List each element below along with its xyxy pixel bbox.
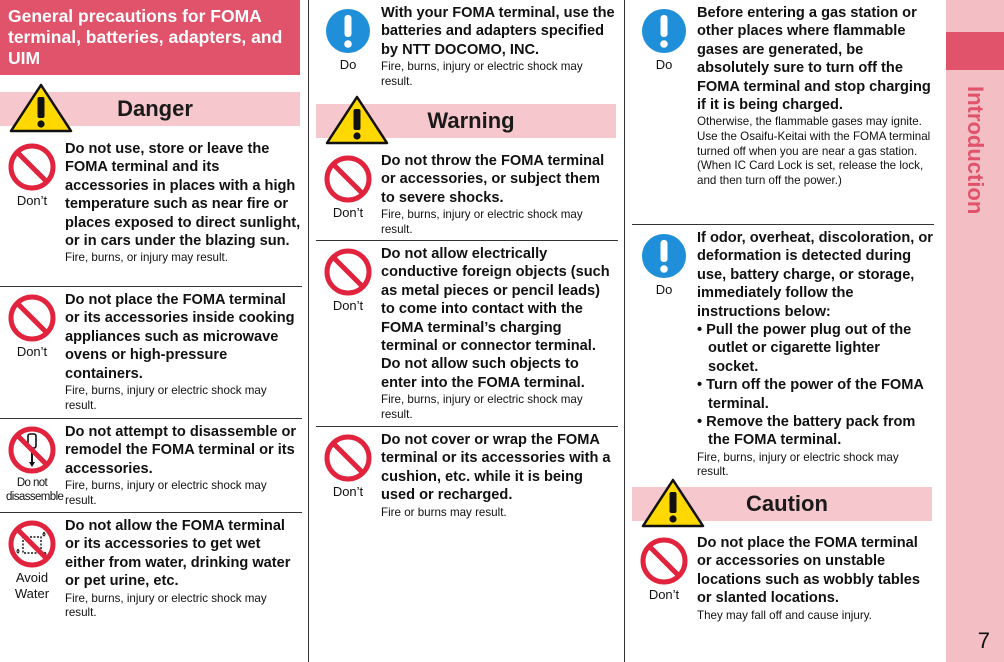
- prohibited-icon: [323, 154, 373, 204]
- danger-item-5: [316, 0, 618, 96]
- warning-item-3-body: Fire or burns may result.: [381, 505, 507, 519]
- do-symbol: [322, 6, 374, 72]
- danger-item-3-heading: Do not attempt to disassemble or remodel the FOMA terminal or its accessories.: [65, 424, 297, 477]
- caution-banner: [632, 487, 932, 521]
- danger-item-6-body: Otherwise, the flammable gases may ignite. Use the Osaifu-Keitai with the FOMA terminal turned off when you are near a gas station. (When IC Card Lock is set, release the lock, and then turn off the power.): [697, 115, 931, 187]
- section-side-tab: [946, 0, 1004, 662]
- dont-caption: Don’t: [16, 193, 48, 208]
- do-caption: Do: [655, 57, 673, 72]
- prohibited-icon: [7, 142, 57, 192]
- dont-symbol: [6, 293, 58, 359]
- bullet-item: • Turn off the power of the FOMA terminal.: [697, 377, 924, 412]
- warning-label: Warning: [427, 108, 515, 133]
- mandatory-action-icon: [639, 6, 689, 56]
- warning-item-2-body: Fire, burns, injury or electric shock may result.: [381, 393, 583, 421]
- section-name: Introduction: [963, 86, 988, 215]
- column-divider: [308, 0, 309, 662]
- danger-item-4-body: Fire, burns, injury or electric shock may result.: [65, 591, 267, 620]
- danger-item-2: [0, 286, 302, 418]
- page-number: 7: [977, 628, 990, 653]
- disassemble-symbol: [6, 425, 64, 503]
- do-symbol: [638, 231, 690, 297]
- dont-caption: Don’t: [648, 587, 680, 602]
- warning-item-3: [316, 426, 618, 536]
- column-1: [0, 0, 302, 662]
- avoid-water-symbol: [6, 519, 58, 601]
- warning-item-1-body: Fire, burns, injury or electric shock may result.: [381, 208, 583, 236]
- dont-symbol: [638, 536, 690, 602]
- water-drop-prohibited-icon: [7, 519, 57, 569]
- warning-item-1-heading: Do not throw the FOMA terminal or accessories, or subject them to severe shocks.: [381, 153, 605, 206]
- prohibited-icon: [7, 293, 57, 343]
- dont-symbol: [322, 433, 374, 499]
- bullet-item: • Remove the battery pack from the FOMA terminal.: [697, 414, 916, 449]
- dont-symbol: [322, 247, 374, 313]
- do-symbol: [638, 6, 690, 72]
- danger-item-2-body: Fire, burns, injury or electric shock may result.: [65, 384, 267, 412]
- prohibited-icon: [323, 247, 373, 297]
- danger-item-6: [632, 0, 934, 224]
- danger-item-2-heading: Do not place the FOMA terminal or its accessories inside cooking appliances such as microwave ovens or high-pressure containers.: [65, 292, 295, 382]
- warning-item-1: [316, 148, 618, 240]
- avoid-water-caption-line1: Avoid: [15, 570, 49, 585]
- danger-item-1: [0, 136, 302, 286]
- prohibited-icon: [323, 433, 373, 483]
- dont-caption: Don’t: [332, 298, 364, 313]
- danger-item-1-heading: Do not use, store or leave the FOMA terminal and its accessories in places with a high temperature such as near fire or places exposed to direct sunlight, or in cars under the blazing sun.: [65, 141, 301, 250]
- column-2: [316, 0, 618, 662]
- danger-item-5-body: Fire, burns, injury or electric shock may result.: [381, 60, 583, 88]
- column-divider: [624, 0, 625, 662]
- danger-item-6-heading: Before entering a gas station or other places where flammable gases are generated, be absolutely sure to turn off the FOMA terminal and stop charging if it is being charged.: [697, 5, 931, 114]
- column-3: [632, 0, 934, 662]
- warning-banner: [316, 104, 616, 138]
- warning-item-2: [316, 240, 618, 426]
- page-title: General precautions for FOMA terminal, batteries, adapters, and UIM: [0, 0, 300, 75]
- danger-item-3-body: Fire, burns, injury or electric shock may result.: [65, 479, 267, 507]
- dont-caption: Don’t: [16, 344, 48, 359]
- disassemble-caption-line2: disassemble: [6, 491, 64, 503]
- danger-item-5-heading: With your FOMA terminal, use the batteries and adapters specified by NTT DOCOMO, INC.: [381, 5, 615, 58]
- danger-banner: [0, 92, 300, 126]
- caution-item-1: [632, 530, 934, 662]
- warning-item-2-heading: Do not allow electrically conductive foreign objects (such as metal pieces or pencil leads) to come into contact with the FOMA terminal’s charging terminal or connector terminal. Do not allow such objects to enter into the FOMA terminal.: [381, 246, 610, 391]
- danger-item-1-body: Fire, burns, or injury may result.: [65, 251, 229, 265]
- danger-item-4-heading: Do not allow the FOMA terminal or its accessories to get wet either from water, drinking water or pet urine, etc.: [65, 518, 291, 590]
- dont-caption: Don’t: [332, 484, 364, 499]
- disassemble-caption-line1: Do not: [16, 477, 48, 489]
- danger-item-7-body: Fire, burns, injury or electric shock may result.: [697, 450, 899, 479]
- mandatory-action-icon: [639, 231, 689, 281]
- caution-item-1-body: They may fall off and cause injury.: [697, 608, 872, 622]
- caution-label: Caution: [746, 491, 828, 516]
- dont-caption: Don’t: [332, 205, 364, 220]
- avoid-water-caption-line2: Water: [14, 586, 50, 601]
- bullet-item: • Pull the power plug out of the outlet or cigarette lighter socket.: [697, 322, 912, 375]
- dont-symbol: [322, 154, 374, 220]
- danger-item-4: [0, 512, 302, 662]
- section-marker: [946, 32, 1004, 70]
- danger-item-7-heading: If odor, overheat, discoloration, or deformation is detected during use, battery charge, or storage, immediately follow the instructions below:: [697, 230, 933, 320]
- no-disassembly-icon: [7, 425, 57, 475]
- prohibited-icon: [639, 536, 689, 586]
- do-caption: Do: [339, 57, 357, 72]
- caution-item-1-heading: Do not place the FOMA terminal or accessories on unstable locations such as wobbly tables or slanted locations.: [697, 535, 921, 607]
- danger-item-3: [0, 418, 302, 512]
- dont-symbol: [6, 142, 58, 208]
- do-caption: Do: [655, 282, 673, 297]
- danger-label: Danger: [117, 96, 193, 121]
- danger-item-7: [632, 224, 934, 479]
- warning-item-3-heading: Do not cover or wrap the FOMA terminal or its accessories with a cushion, etc. while it is being used or recharged.: [381, 432, 611, 504]
- mandatory-action-icon: [323, 6, 373, 56]
